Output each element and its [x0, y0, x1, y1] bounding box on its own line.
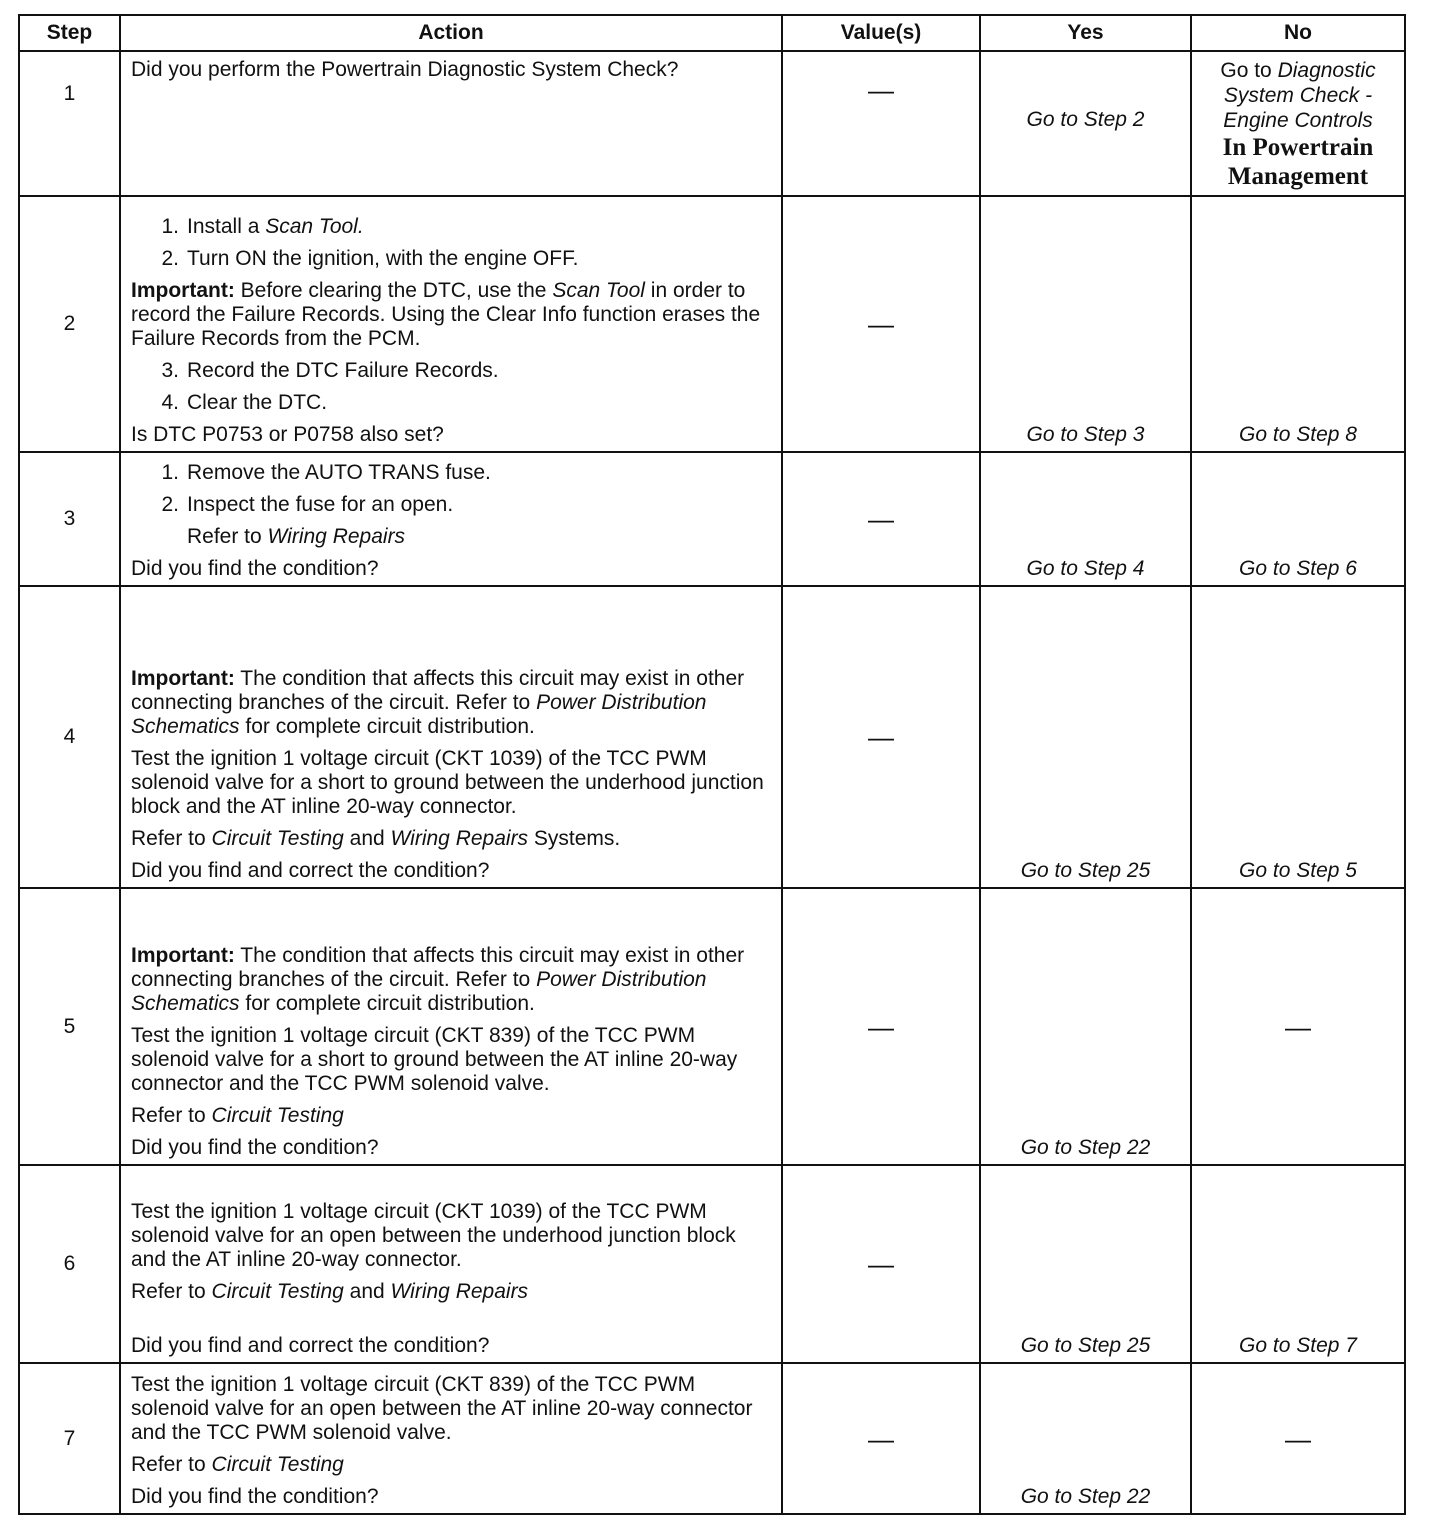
step-number: 1: [19, 51, 120, 196]
table-row: [19, 51, 1405, 196]
step-number: 7: [19, 1363, 120, 1514]
list-number: 2.: [161, 247, 179, 270]
action-question: Did you perform the Powertrain Diagnostic System Check?: [131, 58, 679, 81]
no-cell: —: [1191, 1363, 1405, 1514]
action-cell: [120, 452, 782, 586]
step-number: 2: [19, 196, 120, 452]
test-instruction: Test the ignition 1 voltage circuit (CKT 839) of the TCC PWM solenoid valve for an open between the AT inline 20-way connector and the TCC PWM solenoid valve.: [131, 1373, 753, 1444]
action-question: Did you find the condition?: [131, 557, 379, 580]
value-cell: —: [782, 1363, 980, 1514]
important-text: for complete circuit distribution.: [239, 715, 535, 738]
list-number: 1.: [161, 215, 179, 238]
no-cell: Go to Step 7: [1191, 1165, 1405, 1363]
list-text: Inspect the fuse for an open.: [187, 493, 454, 516]
action-cell: [120, 888, 782, 1165]
refer-link: Circuit Testing: [211, 1280, 344, 1303]
refer-text: Refer to: [131, 1280, 212, 1303]
refer-note: [131, 525, 773, 549]
header-values: Value(s): [782, 15, 980, 51]
action-cell: [120, 51, 782, 196]
action-question: Is DTC P0753 or P0758 also set?: [131, 423, 444, 446]
important-label: Important:: [131, 667, 235, 690]
diagnostic-table: [18, 14, 1406, 1515]
action-question: Did you find the condition?: [131, 1485, 379, 1508]
value-cell: —: [782, 452, 980, 586]
important-note: [131, 944, 773, 1016]
header-yes: Yes: [980, 15, 1191, 51]
value-cell: —: [782, 586, 980, 888]
header-row: [19, 15, 1405, 51]
important-text: for complete circuit distribution.: [239, 992, 535, 1015]
refer-text: and: [343, 1280, 391, 1303]
list-text: Record the DTC Failure Records.: [187, 359, 499, 382]
action-question: Did you find and correct the condition?: [131, 859, 490, 882]
important-note: [131, 279, 773, 351]
refer-text: Refer to: [187, 525, 268, 548]
action-cell: [120, 1165, 782, 1363]
list-number: 1.: [161, 461, 179, 484]
table-row: [19, 586, 1405, 888]
table-row: [19, 1165, 1405, 1363]
no-cell: Go to Step 5: [1191, 586, 1405, 888]
refer-note: [131, 1104, 773, 1128]
list-text: Turn ON the ignition, with the engine OFF.: [187, 247, 579, 270]
important-note: [131, 667, 773, 739]
header-no: No: [1191, 15, 1405, 51]
important-label: Important:: [131, 279, 235, 302]
list-number: 4.: [161, 391, 179, 414]
step-number: 3: [19, 452, 120, 586]
refer-link: Circuit Testing: [211, 827, 344, 850]
yes-cell: Go to Step 2: [980, 51, 1191, 196]
list-number: 3.: [161, 359, 179, 382]
table-row: [19, 452, 1405, 586]
refer-note: [131, 827, 773, 851]
refer-text: Refer to: [131, 1104, 212, 1127]
yes-cell: Go to Step 22: [980, 1363, 1191, 1514]
no-cell: —: [1191, 888, 1405, 1165]
refer-link: Circuit Testing: [211, 1104, 344, 1127]
important-text: The condition that affects this circuit may exist in other connecting branches of the circuit. Refer to: [131, 944, 745, 991]
important-text: The condition that affects this circuit may exist in other connecting branches of the circuit. Refer to: [131, 667, 745, 714]
step-number: 6: [19, 1165, 120, 1363]
action-question: Did you find and correct the condition?: [131, 1334, 490, 1357]
value-cell: —: [782, 888, 980, 1165]
no-cell: Go to Step 8: [1191, 196, 1405, 452]
no-cell: Go to Step 6: [1191, 452, 1405, 586]
value-cell: —: [782, 196, 980, 452]
table-row: [19, 1363, 1405, 1514]
no-prefix: Go to: [1220, 59, 1278, 82]
refer-text: and: [343, 827, 391, 850]
refer-text: Refer to: [131, 1453, 212, 1476]
table-row: [19, 888, 1405, 1165]
refer-link: Wiring Repairs: [390, 827, 529, 850]
value-cell: —: [782, 1165, 980, 1363]
test-instruction: Test the ignition 1 voltage circuit (CKT 1039) of the TCC PWM solenoid valve for an open between the underhood junction block and the AT inline 20-way connector.: [131, 1200, 736, 1271]
header-action: Action: [120, 15, 782, 51]
yes-cell: Go to Step 3: [980, 196, 1191, 452]
no-cell: [1191, 51, 1405, 196]
refer-link: Wiring Repairs: [390, 1280, 529, 1303]
yes-cell: Go to Step 25: [980, 586, 1191, 888]
yes-cell: Go to Step 22: [980, 888, 1191, 1165]
important-italic: Scan Tool: [552, 279, 645, 302]
step-number: 5: [19, 888, 120, 1165]
action-cell: [120, 1363, 782, 1514]
yes-cell: Go to Step 4: [980, 452, 1191, 586]
list-text: Install a: [187, 215, 266, 238]
test-instruction: Test the ignition 1 voltage circuit (CKT 839) of the TCC PWM solenoid valve for a short to ground between the AT inline 20-way connector and the TCC PWM solenoid valve.: [131, 1024, 738, 1095]
no-link: Diagnostic System Check - Engine Controls: [1223, 59, 1376, 132]
list-text: Remove the AUTO TRANS fuse.: [187, 461, 491, 484]
no-extra: In Powertrain Management: [1222, 134, 1374, 190]
list-number: 2.: [161, 493, 179, 516]
refer-note: [131, 1280, 773, 1304]
action-question: Did you find the condition?: [131, 1136, 379, 1159]
table-row: [19, 196, 1405, 452]
yes-cell: Go to Step 25: [980, 1165, 1191, 1363]
action-cell: [120, 586, 782, 888]
refer-text: Refer to: [131, 827, 212, 850]
value-cell: —: [782, 51, 980, 196]
important-text: in order to record the Failure Records. Using the Clear Info function erases the Failure Records from the PCM.: [131, 279, 761, 350]
refer-note: [131, 1453, 773, 1477]
header-step: Step: [19, 15, 120, 51]
list-italic: Scan Tool.: [265, 215, 364, 238]
diagnostic-table-page: [18, 14, 1404, 1509]
important-italic: Power Distribution Schematics: [131, 691, 707, 738]
important-italic: Power Distribution Schematics: [131, 968, 707, 1015]
refer-link: Circuit Testing: [211, 1453, 344, 1476]
refer-text: Systems.: [528, 827, 621, 850]
step-number: 4: [19, 586, 120, 888]
refer-link: Wiring Repairs: [267, 525, 406, 548]
important-text: Before clearing the DTC, use the: [234, 279, 553, 302]
action-cell: [120, 196, 782, 452]
test-instruction: Test the ignition 1 voltage circuit (CKT 1039) of the TCC PWM solenoid valve for a short to ground between the underhood junction block and the AT inline 20-way connector.: [131, 747, 764, 818]
important-label: Important:: [131, 944, 235, 967]
list-text: Clear the DTC.: [187, 391, 328, 414]
